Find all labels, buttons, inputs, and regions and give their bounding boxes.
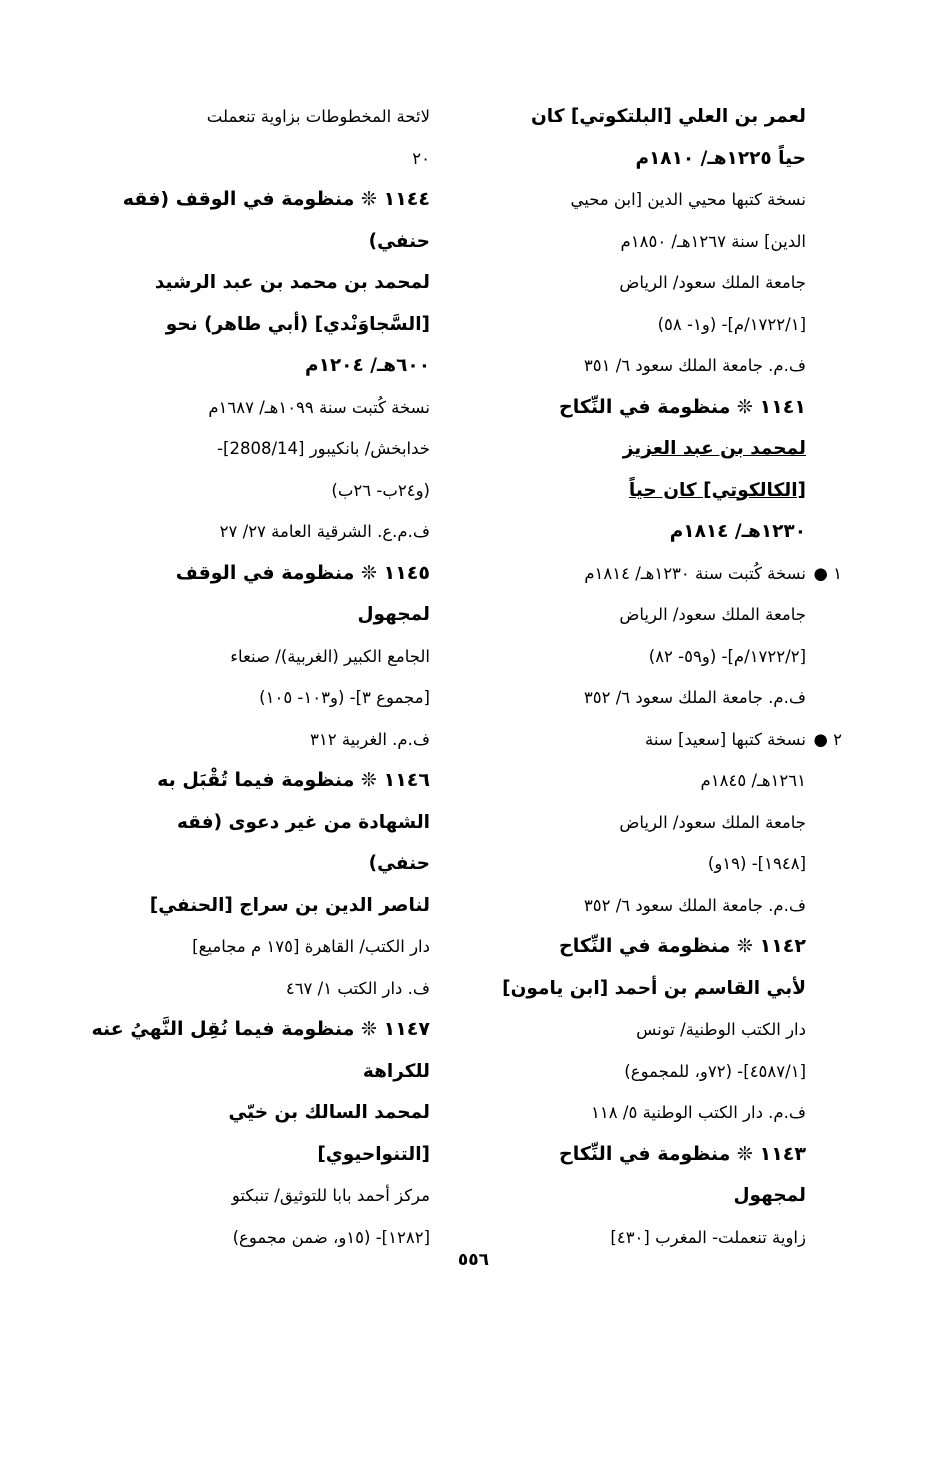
- author-line: لمحمد بن محمد بن عبد الرشيد: [154, 272, 430, 293]
- detail-line: ف.م. جامعة الملك سعود ٦/ ٣٥١: [583, 356, 806, 375]
- detail-line: ف.م. جامعة الملك سعود ٦/ ٣٥٢: [583, 895, 806, 915]
- detail-line: دار الكتب الوطنية/ تونس: [636, 1020, 806, 1039]
- detail-line: دار الكتب/ القاهرة [١٧٥ م مجاميع]: [192, 937, 430, 956]
- author-line: الشهادة من غير دعوى (فقه: [176, 811, 430, 833]
- detail-line: ف.م. جامعة الملك سعود ٦/ ٣٥٢: [583, 688, 806, 707]
- author-line: لمجهول: [357, 604, 430, 625]
- bullet-marker: ١ ●: [813, 563, 842, 583]
- detail-line: ف. دار الكتب ١/ ٤٦٧: [285, 978, 430, 998]
- author-line: حياً ١٢٢٥هـ/ ١٨١٠م: [635, 147, 806, 169]
- author-line: [الكالكوتي] كان حياً: [628, 479, 806, 501]
- entry-heading: ١١٤٦ ❊ منظومة فيما تُقْبَل به: [157, 769, 430, 791]
- detail-line: لائحة المخطوطات بزاوية تنعملت: [206, 107, 430, 126]
- detail-line: [١٢٨٢]- (١٥و، ضمن مجموع): [232, 1227, 430, 1247]
- detail-line: ف.م. الغربية ٣١٢: [310, 729, 430, 749]
- detail-line: نسخة كتبها محيي الدين [ابن محيي: [570, 190, 806, 209]
- detail-line: ف.م. دار الكتب الوطنية ٥/ ١١٨: [591, 1103, 806, 1122]
- right-column: [470, 96, 842, 1258]
- entry-heading: ١١٤٣ ❊ منظومة في النِّكاح: [559, 1142, 806, 1165]
- entry-heading: ١١٤٢ ❊ منظومة في النِّكاح: [559, 935, 806, 957]
- detail-line: الجامع الكبير (الغربية)/ صنعاء: [230, 646, 430, 666]
- author-line: حنفي): [368, 853, 430, 874]
- entry-heading: ١١٤٤ ❊ منظومة في الوقف (فقه: [122, 188, 430, 210]
- detail-line: نسخة كُتبت سنة ١٠٩٩هـ/ ١٦٨٧م: [208, 397, 430, 417]
- copy-item: [470, 719, 842, 761]
- author-line: لأبي القاسم بن أحمد [ابن يامون]: [502, 977, 806, 999]
- copy-item-text: نسخة كُتبت سنة ١٢٣٠هـ/ ١٨١٤م: [584, 563, 806, 583]
- detail-line: [مجموع ٣]- (و١٠٣- ١٠٥): [259, 688, 430, 707]
- detail-line: جامعة الملك سعود/ الرياض: [619, 605, 806, 624]
- author-line: حنفي): [368, 230, 430, 252]
- author-line: للكراهة: [362, 1060, 430, 1082]
- author-line: لمحمد بن عبد العزيز: [622, 438, 806, 459]
- detail-line: مركز أحمد بابا للتوثيق/ تنبكتو: [231, 1186, 430, 1205]
- detail-line: [١٧٢٢/١/م]- (و١- ٥٨): [657, 314, 806, 334]
- entry-heading: ١١٤١ ❊ منظومة في النِّكاح: [559, 395, 806, 418]
- author-line: لمحمد السالك بن خيّي: [228, 1102, 430, 1123]
- detail-line: ٢٠: [412, 148, 430, 168]
- detail-line: [٤٥٨٧/١]- (٧٢و، للمجموع): [624, 1061, 806, 1081]
- detail-line: ١٢٦١هـ/ ١٨٤٥م: [700, 771, 806, 790]
- detail-line: الدين] سنة ١٢٦٧هـ/ ١٨٥٠م: [620, 231, 806, 251]
- left-column: [90, 96, 430, 1258]
- copy-item-text: نسخة كتبها [سعيد] سنة: [645, 729, 806, 749]
- page-number: ٥٥٦: [457, 1250, 490, 1270]
- detail-line: جامعة الملك سعود/ الرياض: [619, 812, 806, 832]
- entry-heading: ١١٤٧ ❊ منظومة فيما نُقِل النَّهيُ عنه: [91, 1018, 430, 1040]
- author-line: ١٢٣٠هـ/ ١٨١٤م: [669, 521, 806, 542]
- author-line: لمجهول: [733, 1185, 806, 1206]
- detail-line: ف.م.ع. الشرقية العامة ٢٧/ ٢٧: [219, 522, 430, 541]
- author-line: ٦٠٠هـ/ ١٢٠٤م: [305, 355, 430, 376]
- bullet-marker: ٢ ●: [813, 729, 842, 749]
- author-line: لعمر بن العلي [البلتكوتي] كان: [530, 106, 806, 127]
- detail-line: جامعة الملك سعود/ الرياض: [619, 273, 806, 292]
- detail-line: (و٢٤ب- ٢٦ب): [331, 480, 430, 500]
- author-line: لناصر الدين بن سراج [الحنفي]: [149, 894, 430, 916]
- copy-item: [470, 553, 842, 595]
- author-line: [السَّجاوَنْدي] (أبي طاهر) نحو: [165, 313, 430, 335]
- detail-line: [١٧٢٢/٢/م]- (و٥٩- ٨٢): [648, 646, 806, 666]
- author-line: [التنواحيوي]: [317, 1143, 430, 1165]
- detail-line: زاوية تنعملت- المغرب [٤٣٠]: [610, 1227, 806, 1247]
- detail-line: [١٩٤٨]- (١٩و): [707, 854, 806, 873]
- entry-heading: ١١٤٥ ❊ منظومة في الوقف: [175, 561, 430, 584]
- detail-line: خدابخش/ بانكيبور [2808/14]-: [217, 439, 430, 458]
